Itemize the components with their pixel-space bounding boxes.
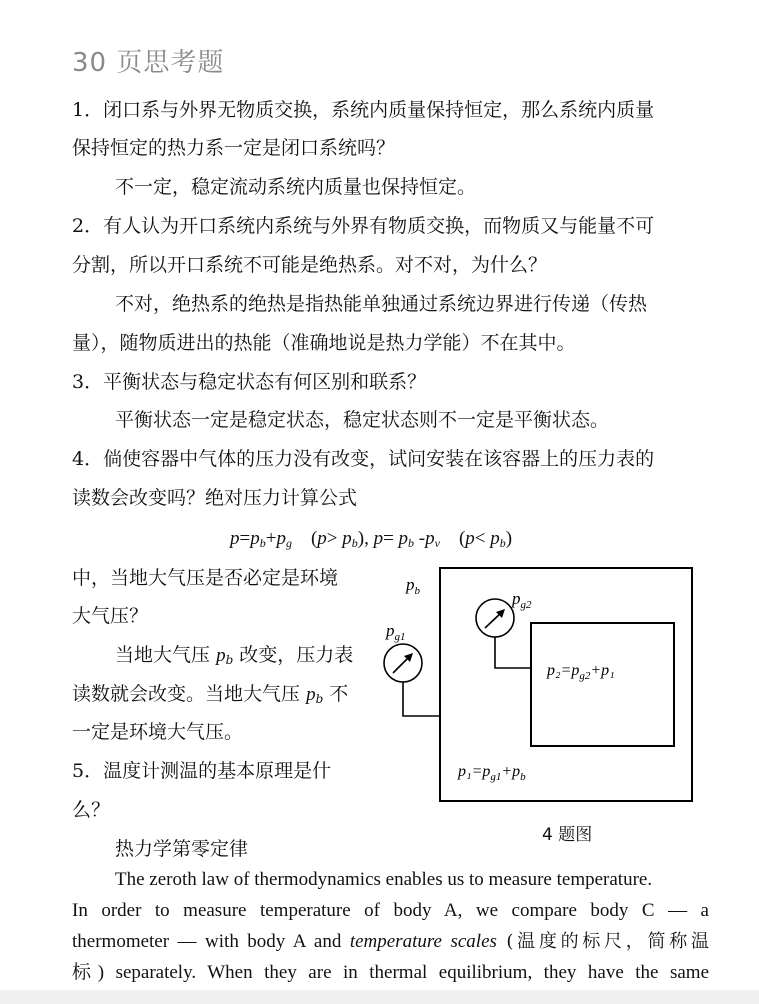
answer-4-line-2: 读数就会改变。当地大气压 $p_b$ 不 (72, 683, 349, 706)
question-3: 3．平衡状态与稳定状态有何区别和联系？ (72, 371, 427, 393)
question-5-line-2: 么？ (72, 799, 111, 821)
figure-caption: 4 题图 (542, 825, 593, 845)
question-1-line-1: 1．闭口系与外界无物质交换，系统内质量保持恒定，那么系统内质量 (72, 99, 655, 121)
pressure-gauge-figure (380, 560, 710, 850)
question-2-line-2: 分割，所以开口系统不可能是绝热系。对不对，为什么？ (72, 254, 548, 276)
question-4-line-2: 读数会改变吗？绝对压力计算公式 (72, 487, 358, 509)
page-title: 30 页思考题 (72, 48, 225, 78)
answer-2-line-1: 不对，绝热系的绝热是指热能单独通过系统边界进行传递（传热 (115, 293, 648, 315)
label-pg2: $p_{g2}$ (512, 589, 532, 611)
answer-4-line-1: 当地大气压 $p_b$ 改变，压力表 (115, 644, 354, 667)
english-line-3: thermometer — with body A and temperature scales (温度的标尺，简称温 (72, 931, 709, 952)
inner-container-box (531, 623, 674, 746)
question-4-line-4: 大气压？ (72, 605, 149, 627)
bottom-scroll-edge (0, 990, 759, 1004)
english-line-1: The zeroth law of thermodynamics enables us to measure temperature. (115, 869, 653, 890)
question-5-line-1: 5．温度计测温的基本原理是什 (72, 760, 332, 782)
answer-4-line-3: 一定是环境大气压。 (72, 721, 244, 743)
answer-5: 热力学第零定律 (115, 838, 249, 860)
pressure-formula: $p=p_b+p_g$ $(p> p_b)$, $p= p_b$ $-p_v$ $(p< p_b)$ (230, 528, 513, 550)
label-pb: $p_b$ (406, 575, 420, 597)
label-pg1: $p_{g1}$ (386, 621, 406, 643)
question-2-line-1: 2．有人认为开口系统内系统与外界有物质交换，而物质又与能量不可 (72, 215, 655, 237)
answer-2-line-2: 量），随物质进出的热能（准确地说是热力学能）不在其中。 (72, 332, 576, 354)
answer-3: 平衡状态一定是稳定状态，稳定状态则不一定是平衡状态。 (115, 409, 610, 431)
question-1-line-2: 保持恒定的热力系一定是闭口系统吗？ (72, 137, 396, 159)
question-4-line-3: 中，当地大气压是否必定是环境 (72, 567, 339, 589)
label-p1-equation: $p_1=p_{g1}+p_b$ (458, 763, 526, 783)
english-line-2: In order to measure temperature of body A, we compare body C — a (72, 900, 709, 921)
label-p2-equation: $p_2=p_{g2}+p_1$ (547, 662, 615, 682)
answer-1: 不一定，稳定流动系统内质量也保持恒定。 (115, 176, 477, 198)
question-4-line-1: 4．倘使容器中气体的压力没有改变，试问安装在该容器上的压力表的 (72, 448, 655, 470)
english-line-4: 标) separately. When they are in thermal equilibrium, they have the same (72, 962, 709, 983)
